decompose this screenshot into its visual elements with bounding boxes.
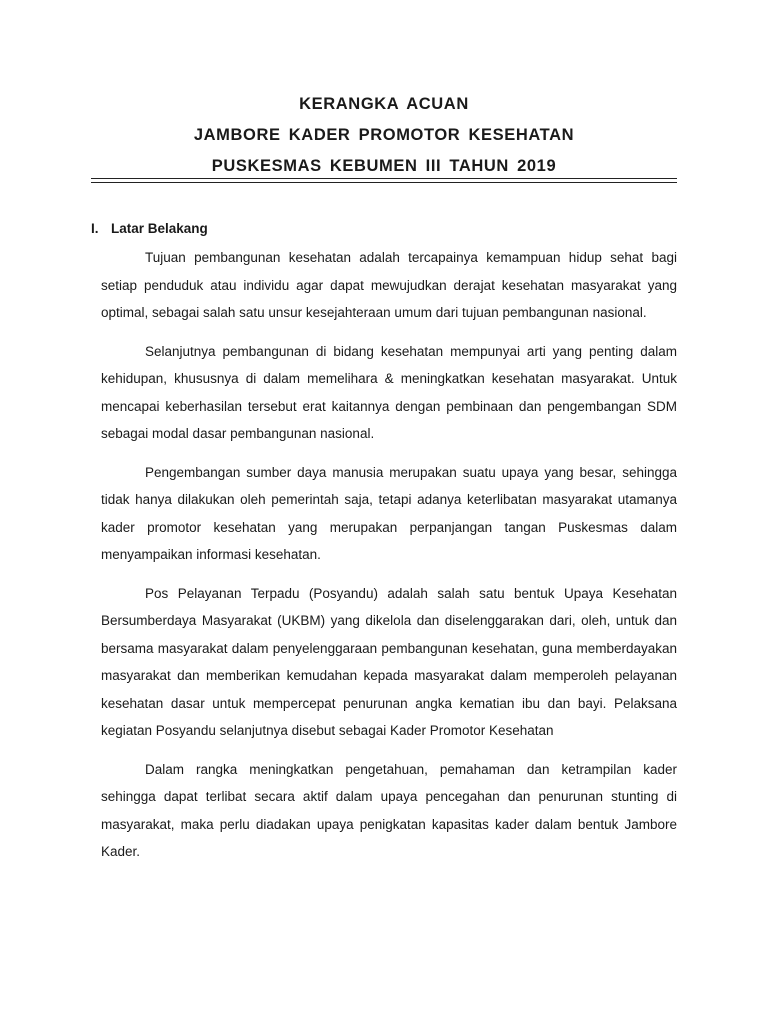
section-body bbox=[101, 244, 677, 877]
section-number: I. bbox=[91, 221, 99, 236]
title-rule-top bbox=[91, 178, 677, 179]
title-line-2: JAMBORE KADER PROMOTOR KESEHATAN bbox=[193, 126, 575, 144]
title-line-1: KERANGKA ACUAN bbox=[299, 95, 469, 113]
title-line-3: PUSKESMAS KEBUMEN III TAHUN 2019 bbox=[211, 157, 557, 175]
paragraph-4: Pos Pelayanan Terpadu (Posyandu) adalah salah satu bentuk Upaya Kesehatan Bersumberdaya Masyarakat (UKBM) yang dikelola dan diselenggarakan dari, oleh, untuk dan bersama masyarakat dalam penyelenggaraan pembangunan kesehatan, guna memberdayakan masyarakat dan memberikan kemudahan kepada masyarakat dalam memperoleh pelayanan kesehatan dasar untuk mempercepat penurunan angka kematian ibu dan bayi. Pelaksana kegiatan Posyandu selanjutnya disebut sebagai Kader Promotor Kesehatan bbox=[101, 585, 677, 738]
section-heading-text: Latar Belakang bbox=[111, 221, 208, 236]
paragraph-2: Selanjutnya pembangunan di bidang kesehatan mempunyai arti yang penting dalam kehidupan, khususnya di dalam memelihara & meningkatkan kesehatan masyarakat. Untuk mencapai keberhasilan tersebut erat kaitannya dengan pembinaan dan pengembangan SDM sebagai modal dasar pembangunan nasional. bbox=[101, 343, 677, 441]
document-title bbox=[0, 92, 768, 185]
title-rule-bottom bbox=[91, 182, 677, 183]
paragraph-5: Dalam rangka meningkatkan pengetahuan, pemahaman dan ketrampilan kader sehingga dapat terlibat secara aktif dalam upaya pencegahan dan penurunan stunting di masyarakat, maka perlu diadakan upaya penigkatan kapasitas kader dalam bentuk Jambore Kader. bbox=[101, 761, 677, 859]
paragraph-3: Pengembangan sumber daya manusia merupakan suatu upaya yang besar, sehingga tidak hanya dilakukan oleh pemerintah saja, tetapi adanya keterlibatan masyarakat utamanya kader promotor kesehatan yang merupakan perpanjangan tangan Puskesmas dalam menyampaikan informasi kesehatan. bbox=[101, 464, 677, 562]
paragraph-1: Tujuan pembangunan kesehatan adalah tercapainya kemampuan hidup sehat bagi setiap penduduk atau individu agar dapat mewujudkan derajat kesehatan masyarakat yang optimal, sebagai salah satu unsur kesejahteraan umum dari tujuan pembangunan nasional. bbox=[101, 250, 677, 320]
section-heading bbox=[91, 221, 208, 236]
